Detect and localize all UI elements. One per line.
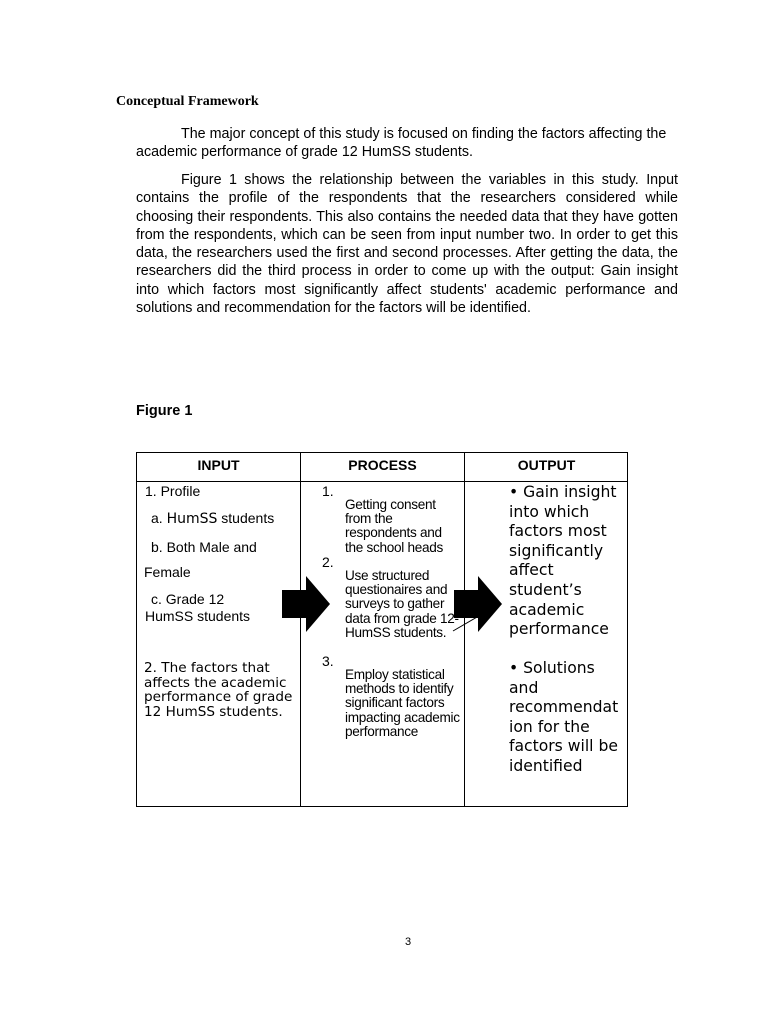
input-item-factors: 2. The factors that affects the academic performance of grade 12 HumSS students.	[144, 660, 293, 720]
output-item-insight: • Gain insight into which factors most significantly affect student’s academic performance	[509, 483, 617, 639]
section-heading: Conceptual Framework	[116, 94, 259, 109]
paragraph-intro: The major concept of this study is focused on finding the factors affecting the academic performance of grade 12 HumSS students.	[136, 126, 667, 161]
input-item-1a	[151, 510, 274, 528]
input-item-1a-suffix: students	[221, 510, 275, 526]
input-item-profile: 1. Profile	[145, 483, 201, 499]
header-divider	[137, 481, 627, 482]
process-step-2: Use structured questionaires and surveys to gather data from grade 12- HumSS students.	[345, 568, 459, 640]
process-header: PROCESS	[348, 457, 417, 473]
process-number: 2.	[322, 554, 334, 570]
input-item-1b-line1: b. Both Male and	[151, 539, 257, 555]
conceptual-framework-diagram	[136, 452, 628, 807]
input-item-1c-line1: c. Grade 12	[151, 591, 225, 607]
arrow-right-icon	[282, 576, 332, 632]
input-item-1c-line2: HumSS students	[145, 608, 251, 624]
page-number: 3	[404, 936, 412, 948]
paragraph-figure-description: Figure 1 shows the relationship between the variables in this study. Input contains the profile of the respondents that the researchers considered while choosing their respondents. This also contains the needed data that they have gotten from the respondents, which can be seen from input number two. In order to get this data, the researchers used the first and second processes. After getting the data, the researchers did the third process in order to come up with the output: Gain insight into which factors most significantly affect students' academic performance and solutions and recommendation for the factors will be identified.	[136, 172, 678, 317]
process-step-1: Getting consent from the respondents and the school heads	[345, 497, 443, 555]
output-item-solutions: • Solutions and recommendat ion for the factors will be identified	[509, 659, 619, 775]
arrow-right-icon	[454, 576, 504, 632]
figure-label: Figure 1	[136, 403, 193, 419]
input-item-1b-line2: Female	[144, 564, 191, 580]
input-item-1a-prefix: a.	[151, 510, 163, 526]
input-item-1a-text: HumSS	[166, 511, 218, 527]
process-number: 3.	[322, 653, 334, 669]
input-header: INPUT	[197, 457, 240, 473]
process-number: 1.	[322, 483, 334, 499]
process-step-3: Employ statistical methods to identify significant factors impacting academic performance	[345, 667, 460, 739]
output-header: OUTPUT	[517, 457, 576, 473]
